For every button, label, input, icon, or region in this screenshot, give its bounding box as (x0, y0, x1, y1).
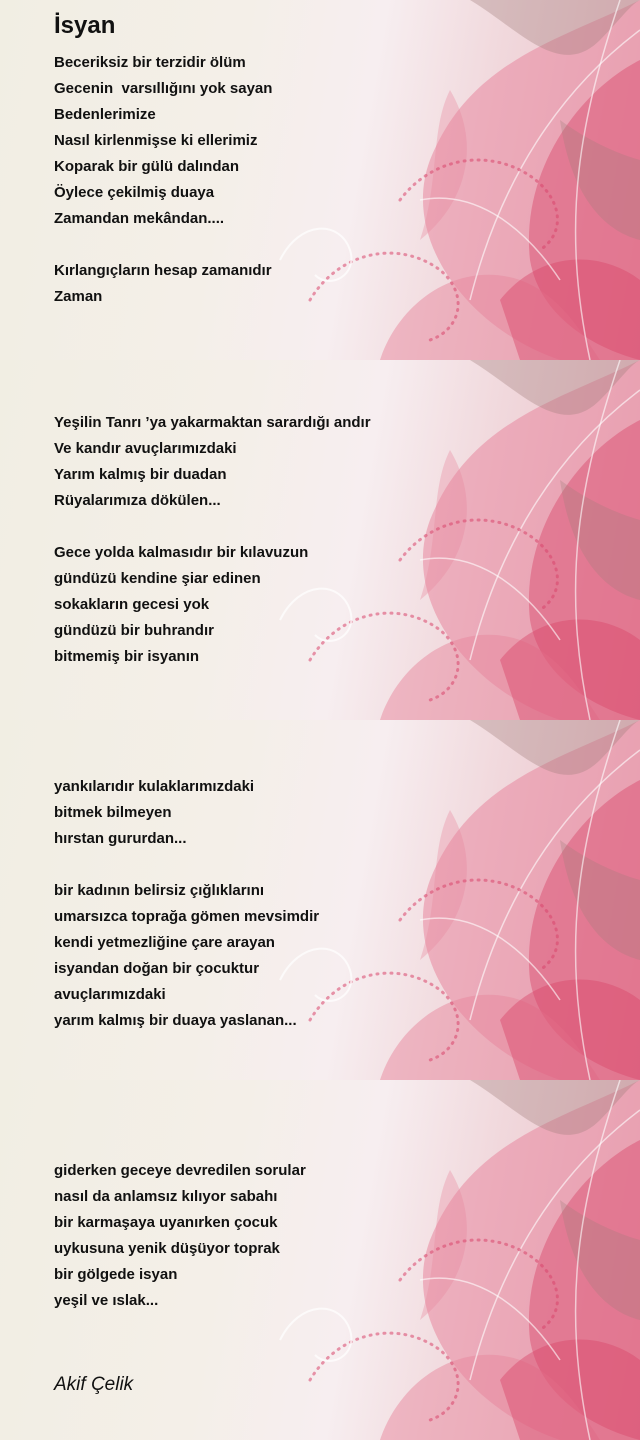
poem-line: bir karmaşaya uyanırken çocuk (54, 1214, 278, 1231)
poem-line: gündüzü kendine şiar edinen (54, 570, 261, 587)
poem-line: sokakların gecesi yok (54, 596, 210, 613)
stanza-lines (54, 774, 319, 1034)
stanza-lines (54, 1158, 306, 1314)
stanza-lines (54, 410, 371, 670)
poem-line: uykusuna yenik düşüyor toprak (54, 1240, 280, 1257)
poem-line: Yeşilin Tanrı ’ya yakarmaktan sarardığı andır (54, 414, 371, 431)
poem-line: Nasıl kirlenmişse ki ellerimiz (54, 132, 258, 149)
poem-panel-4 (0, 1080, 640, 1440)
poem-line: avuçlarımızdaki (54, 986, 166, 1003)
poem-line: Beceriksiz bir terzidir ölüm (54, 54, 246, 71)
poem-line: Koparak bir gülü dalından (54, 158, 240, 175)
poem-line: Gece yolda kalmasıdır bir kılavuzun (54, 544, 309, 561)
poem-line: yankılarıdır kulaklarımızdaki (54, 778, 255, 795)
poem-line: gündüzü bir buhrandır (54, 622, 214, 639)
poem-panel-2 (0, 360, 640, 720)
poem-line: yarım kalmış bir duaya yaslanan... (54, 1012, 297, 1029)
poem-line: Öylece çekilmiş duaya (54, 184, 215, 201)
poem-line: hırstan gururdan... (54, 830, 187, 847)
poem-line (54, 232, 272, 258)
poem-line: kendi yetmezliğine çare arayan (54, 934, 275, 951)
poem-line: yeşil ve ıslak... (54, 1292, 159, 1309)
poem-line: Ve kandır avuçlarımızdaki (54, 440, 237, 457)
poem-line: umarsızca toprağa gömen mevsimdir (54, 908, 320, 925)
poem-line: Zaman (54, 288, 103, 305)
poem-line: Gecenin varsıllığını yok sayan (54, 80, 273, 97)
poem-title: İsyan (54, 12, 116, 39)
poem-line: bir gölgede isyan (54, 1266, 178, 1283)
poem-line: isyandan doğan bir çocuktur (54, 960, 260, 977)
poem-line: nasıl da anlamsız kılıyor sabahı (54, 1188, 278, 1205)
poem-line: Bedenlerimize (54, 106, 156, 123)
poem-panel-1 (0, 0, 640, 360)
poem-line: Kırlangıçların hesap zamanıdır (54, 262, 272, 279)
poem-panel-3 (0, 720, 640, 1080)
poem-line: Zamandan mekândan.... (54, 210, 225, 227)
poem-line: Yarım kalmış bir duadan (54, 466, 227, 483)
poem-line: bitmemiş bir isyanın (54, 648, 200, 665)
poem-line (54, 514, 371, 540)
poem-line: Rüyalarımıza dökülen... (54, 492, 221, 509)
poem-line: bitmek bilmeyen (54, 804, 172, 821)
poem-line: giderken geceye devredilen sorular (54, 1162, 306, 1179)
poem-line: bir kadının belirsiz çığlıklarını (54, 882, 265, 899)
stanza-lines (54, 50, 272, 310)
author-signature: Akif Çelik (54, 1374, 134, 1395)
poem-line (54, 852, 319, 878)
